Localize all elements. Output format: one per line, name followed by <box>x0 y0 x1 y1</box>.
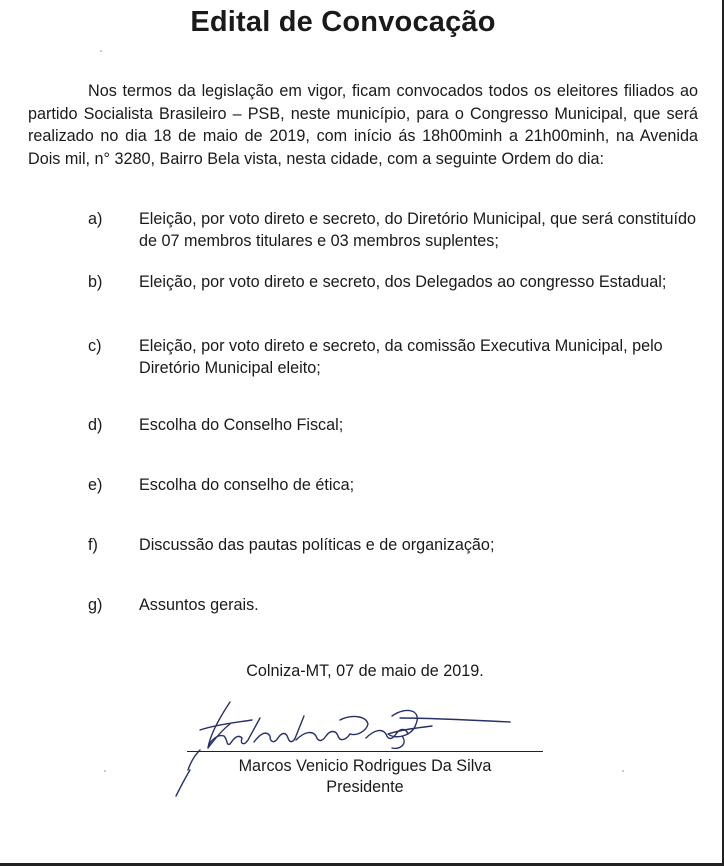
document-title: Edital de Convocação <box>190 6 496 38</box>
scan-speck <box>104 770 106 772</box>
agenda-item-letter: b) <box>88 273 103 291</box>
signer-name: Marcos Venicio Rodrigues Da Silva <box>238 757 492 775</box>
place-and-date: Colniza-MT, 07 de maio de 2019. <box>246 662 484 680</box>
agenda-item-text: Eleição, por voto direto e secreto, dos Delegados ao congresso Estadual; <box>139 273 667 291</box>
scan-speck <box>100 50 102 52</box>
agenda-item-text: Escolha do Conselho Fiscal; <box>139 416 344 434</box>
agenda-item-text: Discussão das pautas políticas e de organização; <box>139 536 495 554</box>
agenda-item-letter: f) <box>88 536 98 554</box>
signature-line <box>187 751 543 752</box>
agenda-item-letter: c) <box>88 337 102 355</box>
agenda-item-letter: d) <box>88 416 103 434</box>
agenda-item-letter: e) <box>88 476 103 494</box>
intro-paragraph: Nos termos da legislação em vigor, ficam convocados todos os eleitores filiados ao partido Socialista Brasileiro – PSB, neste município, para o Congresso Municipal, que será realizado no dia 18 de maio de 2019, com início ás 18h00minh a 21h00minh, na Avenida Dois mil, n° 3280, Bairro Bela vista, nesta cidade, com a seguinte Ordem do dia: <box>28 82 698 168</box>
agenda-item-text: Assuntos gerais. <box>139 596 259 614</box>
scan-speck <box>622 770 624 772</box>
signer-role: Presidente <box>326 778 404 796</box>
agenda-item-letter: a) <box>88 210 103 228</box>
agenda-item-letter: g) <box>88 596 103 614</box>
agenda-item-text: Eleição, por voto direto e secreto, da comissão Executiva Municipal, pelo Diretório Municipal eleito; <box>139 337 663 377</box>
agenda-item-text: Eleição, por voto direto e secreto, do Diretório Municipal, que será constituído de 07 membros titulares e 03 membros suplentes; <box>139 210 696 250</box>
agenda-item-text: Escolha do conselho de ética; <box>139 476 355 494</box>
